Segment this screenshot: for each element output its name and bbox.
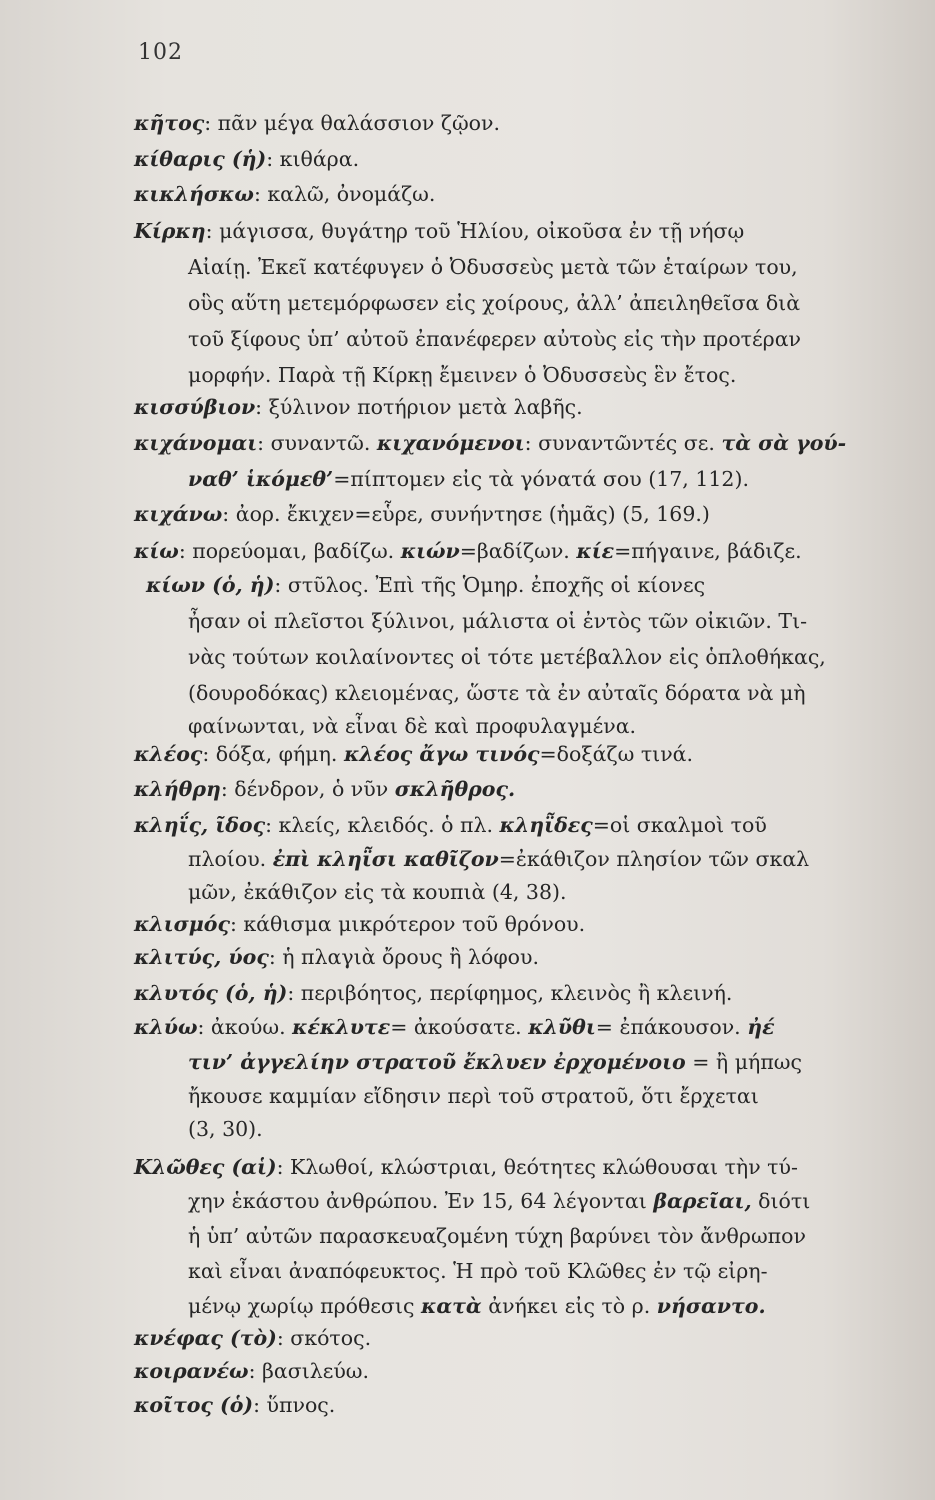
headword: κλέος	[134, 742, 203, 766]
entry-kleos	[134, 741, 693, 767]
definition-line: φαίνωνται, νὰ εἶναι δὲ καὶ προφυλαγμένα.	[188, 714, 637, 738]
definition: : Κλωθοί, κλώστριαι, θεότητες κλώθουσαι τὴν τύ-	[276, 1155, 798, 1179]
phrase: τὰ σὰ γού-	[721, 431, 847, 455]
definition: : ἀκούω.	[197, 1015, 286, 1039]
headword: κλυτός (ὁ, ἡ)	[134, 981, 288, 1005]
headword: κιχάνομαι	[134, 431, 258, 455]
entry-kio	[134, 538, 802, 564]
definition: =βαδίζων.	[459, 539, 570, 563]
headword: κίθαρις (ἡ)	[134, 147, 267, 171]
definition-line: καὶ εἶναι ἀναπόφευκτος. Ἡ πρὸ τοῦ Κλῶθες ἐν τῷ εἰρη-	[188, 1259, 768, 1283]
headword: κίων (ὁ, ἡ)	[146, 573, 275, 597]
definition: : κιθάρα.	[266, 147, 360, 171]
entry-klethre	[134, 776, 515, 802]
headword: κισσύβιον	[134, 395, 256, 419]
phrase: τιν’ ἀγγελίην στρατοῦ ἔκλυεν ἐρχομένοιο	[188, 1050, 686, 1074]
definition-line: μορφήν. Παρὰ τῇ Κίρκῃ ἔμεινεν ὁ Ὀδυσσεὺς ἓν ἔτος.	[188, 363, 737, 387]
phrase: σκλῆθρος.	[394, 777, 516, 801]
phrase: βαρεῖαι,	[653, 1189, 752, 1213]
headword: κιχάνω	[134, 502, 223, 526]
entry-kissybion	[134, 394, 583, 420]
phrase: κληῗδες	[499, 813, 593, 837]
definition: πλοίου.	[188, 847, 267, 871]
definition: =δοξάζω τινά.	[539, 742, 694, 766]
headword: κῆτος	[134, 111, 205, 135]
definition: : πορεύομαι, βαδίζω.	[178, 539, 395, 563]
headword: κλισμός	[134, 912, 230, 936]
phrase: ναθ’ ἱκόμεθ’	[188, 467, 334, 491]
definition: : κλείς, κλειδός. ὁ πλ.	[265, 813, 493, 837]
phrase: κέκλυτε	[292, 1015, 391, 1039]
definition-line: ἤκουσε καμμίαν εἴδησιν περὶ τοῦ στρατοῦ, ὅτι ἔρχεται	[188, 1084, 759, 1108]
definition-line: (3, 30).	[188, 1117, 263, 1141]
entry-ketos	[134, 110, 500, 136]
entry-kitharis	[134, 146, 359, 172]
phrase: κατὰ	[420, 1294, 482, 1318]
definition: : ἡ πλαγιὰ ὄρους ἢ λόφου.	[268, 945, 539, 969]
entry-klismos	[134, 911, 585, 937]
definition: =πήγαινε, βάδιζε.	[614, 539, 802, 563]
definition-line: : μάγισσα, θυγάτηρ τοῦ Ἡλίου, οἰκοῦσα ἐν τῇ νήσῳ	[205, 219, 745, 243]
entry-klitys	[134, 944, 539, 970]
entry-kichano	[134, 501, 710, 527]
definition-line: Αἰαίῃ. Ἐκεῖ κατέφυγεν ὁ Ὀδυσσεὺς μετὰ τῶν ἑταίρων του,	[188, 255, 798, 279]
page-number: 102	[138, 40, 183, 65]
definition: = ἀκούσατε.	[390, 1015, 522, 1039]
definition: διότι	[758, 1189, 811, 1213]
headword: κληΐς, ῖδος	[134, 813, 266, 837]
entry-knephas	[134, 1325, 371, 1351]
definition: : περιβόητος, περίφημος, κλεινὸς ἢ κλεινή.	[287, 981, 733, 1005]
definition: : δόξα, φήμη.	[202, 742, 338, 766]
phrase: ἠέ	[747, 1015, 775, 1039]
headword: κοῖτος (ὁ)	[134, 1393, 254, 1417]
headword: κοιρανέω	[134, 1359, 249, 1383]
headword: Κλῶθες (αἱ)	[134, 1155, 277, 1179]
headword: Κίρκη	[134, 219, 206, 243]
definition: : πᾶν μέγα θαλάσσιον ζῷον.	[204, 111, 501, 135]
definition: = ἐπάκουσον.	[595, 1015, 741, 1039]
phrase: κλέος ἄγω τινός	[343, 742, 540, 766]
headword: κλύω	[134, 1015, 198, 1039]
definition: : συναντῶ.	[257, 431, 371, 455]
definition-line: νὰς τούτων κοιλαίνοντες οἱ τότε μετέβαλλον εἰς ὁπλοθήκας,	[188, 645, 826, 669]
definition-line: : στῦλος. Ἐπὶ τῆς Ὁμηρ. ἐποχῆς οἱ κίονες	[274, 573, 706, 597]
phrase: κλῦθι	[528, 1015, 596, 1039]
entry-koiraneo	[134, 1358, 369, 1384]
definition-line: (δουροδόκας) κλειομένας, ὥστε τὰ ἐν αὐταῖς δόρατα νὰ μὴ	[188, 681, 806, 705]
definition: : ἀορ. ἔκιχεν=εὗρε, συνήντησε (ἡμᾶς) (5, 169.)	[222, 502, 710, 526]
definition: = ἢ μήπως	[692, 1050, 802, 1074]
definition-line: τοῦ ξίφους ὑπ’ αὐτοῦ ἐπανέφερεν αὐτοὺς εἰς τὴν προτέραν	[188, 327, 801, 351]
definition: : καλῶ, ὀνομάζω.	[253, 182, 436, 206]
definition: : κάθισμα μικρότερον τοῦ θρόνου.	[229, 912, 586, 936]
definition: : ξύλινον ποτήριον μετὰ λαβῆς.	[255, 395, 583, 419]
definition: : συναντῶντές σε.	[524, 431, 715, 455]
entry-kikleisko	[134, 181, 435, 207]
phrase: κίε	[576, 539, 615, 563]
definition-line: οὓς αὕτη μετεμόρφωσεν εἰς χοίρους, ἀλλ’ ἀπειληθεῖσα διὰ	[188, 291, 801, 315]
phrase: νήσαντο.	[656, 1294, 766, 1318]
definition-line: μῶν, ἐκάθιζον εἰς τὰ κουπιὰ (4, 38).	[188, 880, 567, 904]
definition: μένῳ χωρίῳ πρόθεσις	[188, 1294, 415, 1318]
headword: κλιτύς, ύος	[134, 945, 269, 969]
definition: : σκότος.	[276, 1326, 372, 1350]
headword: κλήθρη	[134, 777, 221, 801]
definition: =ἐκάθιζον πλησίον τῶν σκαλ	[498, 847, 810, 871]
definition-line: ἡ ὑπ’ αὐτῶν παρασκευαζομένη τύχη βαρύνει τὸν ἄνθρωπον	[188, 1224, 806, 1248]
definition: =πίπτομεν εἰς τὰ γόνατά σου (17, 112).	[333, 467, 749, 491]
phrase: ἐπὶ κληῗσι καθῖζον	[272, 847, 499, 871]
definition: =οἱ σκαλμοὶ τοῦ	[592, 813, 767, 837]
entry-koitos	[134, 1392, 335, 1418]
phrase: κιών	[400, 539, 460, 563]
headword: κίω	[134, 539, 179, 563]
definition-line: ἦσαν οἱ πλεῖστοι ξύλινοι, μάλιστα οἱ ἐντὸς τῶν οἰκιῶν. Τι-	[188, 609, 808, 633]
phrase: κιχανόμενοι	[376, 431, 525, 455]
definition: : βασιλεύω.	[248, 1359, 370, 1383]
definition: ἀνήκει εἰς τὸ ρ.	[488, 1294, 651, 1318]
definition: : ὕπνος.	[253, 1393, 336, 1417]
definition: χην ἑκάστου ἀνθρώπου. Ἐν 15, 64 λέγονται	[188, 1189, 647, 1213]
definition: : δένδρον, ὁ νῦν	[220, 777, 389, 801]
headword: κικλήσκω	[134, 182, 254, 206]
headword: κνέφας (τὸ)	[134, 1326, 277, 1350]
entry-klytos	[134, 980, 732, 1006]
